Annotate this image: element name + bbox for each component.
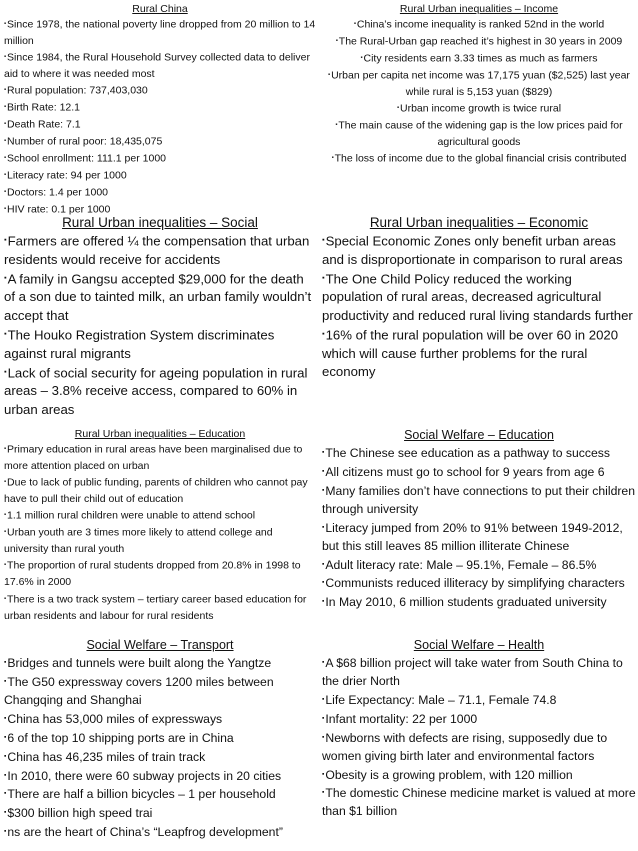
- bullet-text: In 2010, there were 60 subway projects in 20 cities: [7, 768, 282, 783]
- bullet-item: [322, 654, 636, 691]
- bullet-text: Farmers are offered ¼ the compensation that urban residents would receive for accidents: [4, 233, 310, 267]
- bullet-icon: ▪: [4, 54, 7, 61]
- bullet-text: The Houko Registration System discriminates against rural migrants: [4, 327, 275, 361]
- bullet-item: [322, 50, 636, 67]
- bullet-item: [4, 767, 316, 786]
- bullet-item: [322, 463, 636, 482]
- section-list: [4, 231, 316, 419]
- section-title: Rural China: [132, 3, 188, 15]
- bullet-text: The proportion of rural students dropped from 20.8% in 1998 to 17.6% in 2000: [4, 560, 301, 589]
- bullet-icon: ▪: [396, 104, 399, 111]
- bullet-icon: ▪: [4, 235, 7, 244]
- bullet-text: Literacy jumped from 20% to 91% between 1949-2012, but this still leaves 85 million illiterate Chinese: [322, 520, 623, 553]
- bullet-item: [322, 593, 636, 612]
- bullet-icon: ▪: [4, 809, 7, 817]
- section-list: [322, 654, 636, 821]
- bullet-icon: ▪: [322, 560, 325, 568]
- bullet-text: Urban youth are 3 times more likely to attend college and university than rural youth: [4, 526, 273, 556]
- bullet-item: [322, 556, 636, 575]
- section-title: Social Welfare – Education: [404, 428, 554, 442]
- bullet-text: The loss of income due to the global financial crisis contributed: [334, 152, 627, 165]
- section-social-inequality: [4, 214, 316, 419]
- section-list: [4, 441, 316, 624]
- bullet-text: Lack of social security for ageing population in rural areas – 3.8% receive access, compared to 60% in urban areas: [4, 365, 308, 417]
- bullet-text: Infant mortality: 22 per 1000: [325, 711, 478, 726]
- bullet-text: Since 1978, the national poverty line dropped from 20 million to 14 million: [4, 18, 316, 47]
- bullet-text: A family in Gangsu accepted $29,000 for the death of a son due to tainted milk, an urban family wouldn’t accept that: [4, 271, 312, 323]
- bullet-item: [4, 591, 316, 624]
- bullet-icon: ▪: [4, 828, 7, 836]
- bullet-text: Life Expectancy: Male – 71.1, Female 74.8: [325, 692, 557, 707]
- bullet-icon: ▪: [322, 714, 325, 722]
- section-title: Social Welfare – Health: [413, 638, 545, 652]
- bullet-item: [4, 184, 316, 201]
- bullet-text: China has 53,000 miles of expressways: [7, 711, 223, 726]
- bullet-item: [322, 269, 636, 325]
- bullet-text: Bridges and tunnels were built along the Yangtze: [7, 656, 272, 671]
- bullet-text: Number of rural poor: 18,435,075: [7, 135, 163, 148]
- bullet-icon: ▪: [4, 171, 7, 178]
- section-title: Rural Urban inequalities – Education: [74, 428, 246, 440]
- bullet-item: [322, 117, 636, 150]
- bullet-item: [322, 444, 636, 463]
- bullet-item: [4, 804, 316, 823]
- bullet-text: Many families don’t have connections to put their children through university: [322, 483, 635, 516]
- bullet-text: Obesity is a growing problem, with 120 million: [325, 767, 573, 782]
- bullet-icon: ▪: [322, 235, 325, 244]
- bullet-text: Urban income growth is twice rural: [399, 102, 562, 115]
- bullet-item: [4, 150, 316, 167]
- bullet-icon: ▪: [4, 366, 7, 376]
- bullet-text: The One Child Policy reduced the working population of rural areas, decreased agricultural productivity and reduced rural living standards further: [322, 271, 633, 323]
- bullet-item: [4, 823, 316, 842]
- bullet-item: [322, 67, 636, 100]
- bullet-icon: ▪: [322, 449, 325, 456]
- bullet-text: China’s income inequality is ranked 52nd in the world: [356, 18, 605, 31]
- bullet-item: [322, 710, 636, 729]
- bullet-icon: ▪: [4, 104, 7, 111]
- bullet-text: Doctors: 1.4 per 1000: [7, 186, 109, 199]
- bullet-item: [4, 441, 316, 474]
- bullet-icon: ▪: [322, 598, 325, 606]
- bullet-text: A $68 billion project will take water from South China to the drier North: [322, 656, 623, 688]
- bullet-item: [322, 729, 636, 766]
- bullet-icon: ▪: [322, 659, 325, 666]
- bullet-icon: ▪: [4, 595, 7, 602]
- bullet-item: [4, 557, 316, 590]
- bullet-icon: ▪: [4, 138, 7, 145]
- bullet-item: [4, 133, 316, 150]
- bullet-item: [4, 82, 316, 99]
- bullet-icon: ▪: [4, 659, 7, 666]
- bullet-text: School enrollment: 111.1 per 1000: [7, 152, 167, 165]
- bullet-item: [4, 269, 316, 325]
- bullet-text: ns are the heart of China’s “Leapfrog development”: [7, 825, 283, 840]
- bullet-item: [322, 766, 636, 785]
- bullet-text: HIV rate: 0.1 per 1000: [7, 203, 111, 216]
- section-list: [322, 444, 636, 612]
- bullet-text: Literacy rate: 94 per 1000: [7, 169, 127, 182]
- bullet-icon: ▪: [360, 54, 363, 61]
- bullet-text: In May 2010, 6 million students graduated university: [325, 595, 607, 610]
- section-list: [322, 231, 636, 381]
- bullet-text: China has 46,235 miles of train track: [7, 749, 206, 764]
- bullet-item: [322, 231, 636, 269]
- bullet-icon: ▪: [322, 733, 325, 741]
- bullet-icon: ▪: [322, 579, 325, 587]
- bullet-text: The G50 expressway covers 1200 miles between Changqing and Shanghai: [4, 674, 274, 707]
- bullet-text: Due to lack of public funding, parents of children who cannot pay have to pull their child out of education: [4, 476, 308, 506]
- bullet-item: [4, 116, 316, 133]
- bullet-icon: ▪: [4, 479, 7, 486]
- bullet-icon: ▪: [335, 121, 338, 128]
- bullet-item: [322, 691, 636, 710]
- bullet-item: [4, 99, 316, 116]
- bullet-icon: ▪: [4, 205, 7, 212]
- section-rural-china: [4, 2, 316, 218]
- bullet-icon: ▪: [353, 21, 356, 27]
- bullet-text: Communists reduced illiteracy by simplifying characters: [325, 576, 625, 591]
- bullet-icon: ▪: [4, 771, 7, 779]
- bullet-text: Special Economic Zones only benefit urban areas and is disproportionate in comparison to rural areas: [322, 233, 623, 267]
- bullet-text: 16% of the rural population will be over 60 in 2020 which will cause further problems for the rural economy: [322, 327, 619, 379]
- section-education-inequality: [4, 427, 316, 624]
- bullet-item: [4, 474, 316, 507]
- bullet-text: Urban per capita net income was 17,175 yuan ($2,525) last year while rural is 5,153 yuan ($829): [331, 69, 630, 98]
- bullet-icon: ▪: [4, 529, 7, 536]
- bullet-text: Adult literacy rate: Male – 95.1%, Female – 86.5%: [325, 557, 597, 572]
- bullet-icon: ▪: [322, 329, 325, 339]
- section-title: Rural Urban inequalities – Social: [62, 215, 258, 230]
- bullet-icon: ▪: [322, 467, 325, 475]
- bullet-icon: ▪: [4, 752, 7, 760]
- section-list: [322, 16, 636, 167]
- bullet-text: $300 billion high speed trai: [7, 806, 153, 821]
- bullet-item: [4, 363, 316, 419]
- bullet-icon: ▪: [4, 154, 7, 161]
- bullet-text: Newborns with defects are rising, supposedly due to women giving birth later and environmental factors: [322, 730, 608, 763]
- bullet-item: [322, 325, 636, 381]
- bullet-item: [4, 654, 316, 673]
- bullet-item: [322, 100, 636, 117]
- bullet-icon: ▪: [4, 21, 7, 27]
- bullet-text: The main cause of the widening gap is the low prices paid for agricultural goods: [338, 119, 623, 148]
- bullet-item: [4, 16, 316, 49]
- bullet-text: All citizens must go to school for 9 years from age 6: [325, 464, 605, 479]
- bullet-item: [322, 33, 636, 50]
- bullet-icon: ▪: [328, 71, 331, 78]
- section-income-inequality: [322, 2, 636, 167]
- bullet-item: [4, 710, 316, 729]
- bullet-item: [4, 729, 316, 748]
- bullet-item: [322, 150, 636, 167]
- bullet-icon: ▪: [331, 154, 334, 161]
- bullet-icon: ▪: [4, 188, 7, 195]
- bullet-text: There are half a billion bicycles – 1 per household: [7, 787, 276, 802]
- section-list: [4, 16, 316, 218]
- bullet-icon: ▪: [4, 677, 7, 685]
- bullet-icon: ▪: [4, 121, 7, 128]
- bullet-text: Since 1984, the Rural Household Survey collected data to deliver aid to where it was needed most: [4, 51, 310, 81]
- bullet-item: [4, 231, 316, 269]
- bullet-text: The domestic Chinese medicine market is valued at more than $1 billion: [322, 786, 636, 819]
- bullet-text: Primary education in rural areas have been marginalised due to more attention placed on urban: [4, 443, 303, 472]
- bullet-text: Birth Rate: 12.1: [7, 101, 81, 114]
- bullet-item: [4, 325, 316, 363]
- bullet-icon: ▪: [4, 714, 7, 722]
- section-economic-inequality: [322, 214, 636, 381]
- section-title: Social Welfare – Transport: [86, 638, 234, 652]
- bullet-text: City residents earn 3.33 times as much as farmers: [363, 52, 598, 65]
- bullet-text: 6 of the top 10 shipping ports are in China: [7, 730, 234, 745]
- bullet-icon: ▪: [4, 87, 7, 94]
- bullet-icon: ▪: [4, 512, 7, 519]
- bullet-item: [322, 574, 636, 593]
- section-welfare-education: [322, 427, 636, 612]
- bullet-icon: ▪: [4, 446, 7, 452]
- bullet-text: The Chinese see education as a pathway to success: [325, 446, 610, 461]
- bullet-icon: ▪: [322, 789, 325, 797]
- bullet-icon: ▪: [4, 733, 7, 741]
- bullet-item: [4, 785, 316, 804]
- section-title: Rural Urban inequalities – Income: [399, 3, 559, 15]
- section-list: [4, 654, 316, 842]
- bullet-icon: ▪: [4, 329, 7, 339]
- bullet-item: [4, 673, 316, 710]
- bullet-item: [4, 524, 316, 557]
- section-title: Rural Urban inequalities – Economic: [369, 215, 589, 230]
- bullet-item: [4, 748, 316, 767]
- bullet-icon: ▪: [4, 562, 7, 569]
- section-welfare-health: [322, 637, 636, 821]
- bullet-icon: ▪: [335, 37, 338, 44]
- bullet-icon: ▪: [322, 272, 325, 282]
- bullet-text: Death Rate: 7.1: [7, 118, 81, 131]
- bullet-icon: ▪: [322, 770, 325, 778]
- bullet-text: The Rural-Urban gap reached it’s highest in 30 years in 2009: [338, 35, 623, 48]
- bullet-icon: ▪: [4, 272, 7, 282]
- bullet-text: 1.1 million rural children were unable to attend school: [7, 509, 256, 522]
- bullet-icon: ▪: [322, 486, 325, 494]
- section-welfare-transport: [4, 637, 316, 842]
- bullet-text: Rural population: 737,403,030: [7, 84, 148, 97]
- bullet-icon: ▪: [322, 695, 325, 703]
- bullet-item: [322, 482, 636, 519]
- bullet-text: There is a two track system – tertiary career based education for urban residents and labour for rural residents: [4, 593, 307, 622]
- bullet-item: [322, 519, 636, 556]
- bullet-icon: ▪: [4, 790, 7, 798]
- bullet-item: [322, 16, 636, 33]
- bullet-item: [322, 784, 636, 821]
- bullet-item: [4, 167, 316, 184]
- bullet-item: [4, 49, 316, 82]
- bullet-icon: ▪: [322, 523, 325, 531]
- bullet-item: [4, 507, 316, 524]
